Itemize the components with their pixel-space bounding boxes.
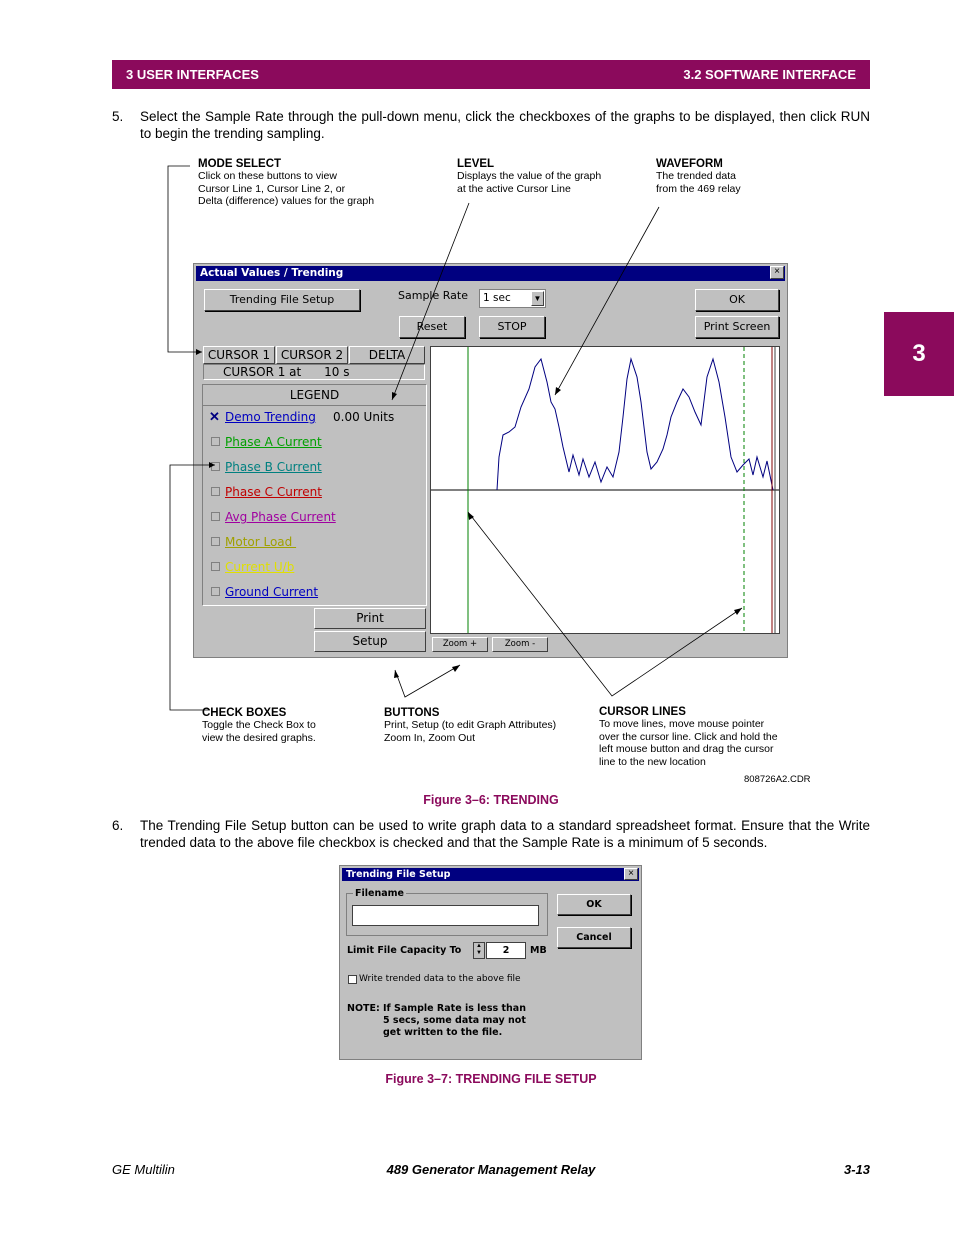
legend-item-phase-c[interactable]: Phase C Current: [225, 485, 322, 499]
limit-label: Limit File Capacity To: [347, 945, 462, 956]
level-value: 0.00 Units: [333, 410, 395, 424]
header-subsection: 3.2 SOFTWARE INTERFACE: [683, 67, 856, 82]
legend-item-demo-trending[interactable]: Demo Trending: [225, 410, 316, 424]
cursor-readout: CURSOR 1 at 10 s: [203, 364, 425, 380]
annotation-line: Click on these buttons to view: [198, 170, 337, 182]
legend-item-phase-a[interactable]: Phase A Current: [225, 435, 322, 449]
footer-company: GE Multilin: [112, 1162, 175, 1177]
annotation-line: Print, Setup (to edit Graph Attributes): [384, 719, 557, 731]
note-line: If Sample Rate is less than: [383, 1003, 526, 1014]
annotation-check-boxes: [202, 707, 362, 744]
annotation-line: line to the new location: [599, 755, 706, 768]
legend-item-current-ub[interactable]: Current U/b: [225, 560, 295, 574]
reset-button[interactable]: Reset: [399, 316, 465, 338]
trending-file-setup-button[interactable]: Trending File Setup: [204, 289, 360, 311]
write-checkbox[interactable]: [348, 975, 357, 984]
note-label: NOTE:: [347, 1003, 380, 1014]
annotation-line: view the desired graphs.: [202, 731, 316, 744]
chevron-down-icon[interactable]: ▼: [531, 291, 544, 306]
header-section: 3 USER INTERFACES: [126, 67, 259, 82]
annotation-title: CHECK BOXES: [202, 707, 287, 719]
stop-button[interactable]: STOP: [479, 316, 545, 338]
dialog-ok-button[interactable]: OK: [557, 894, 631, 915]
note-line: get written to the file.: [383, 1027, 503, 1038]
arrowhead: [392, 392, 397, 400]
annotation-line: from the 469 relay: [656, 182, 741, 195]
annotation-line: Zoom In, Zoom Out: [384, 731, 476, 744]
window-title: Actual Values / Trending: [196, 266, 785, 281]
annotation-buttons: [384, 707, 594, 744]
step-text: Select the Sample Rate through the pull-down menu, click the checkboxes of the graphs to be displayed, then click RUN to begin the trending sampling.: [140, 109, 870, 141]
delta-button[interactable]: DELTA: [349, 346, 425, 364]
leader-buttons: [395, 665, 460, 697]
annotation-line: over the cursor line. Click and hold the: [599, 730, 778, 743]
leader-cursor-lines: [468, 512, 742, 696]
zoom-out-button[interactable]: Zoom -: [492, 637, 548, 652]
note-text: [383, 1003, 526, 1039]
legend-item-avg-phase[interactable]: Avg Phase Current: [225, 510, 336, 524]
chapter-tab: 3: [884, 312, 954, 396]
close-icon[interactable]: ×: [624, 868, 638, 880]
print-button[interactable]: Print: [314, 608, 426, 629]
setup-button[interactable]: Setup: [314, 631, 426, 652]
print-screen-button[interactable]: Print Screen: [695, 316, 779, 338]
figure-caption: Figure 3–6: TRENDING: [423, 793, 559, 807]
annotation-line: Toggle the Check Box to: [202, 719, 316, 731]
arrowhead: [394, 670, 399, 678]
spinner-arrows-icon[interactable]: ▲ ▼: [473, 942, 485, 959]
annotation-title: BUTTONS: [384, 707, 440, 719]
step-6: [112, 817, 870, 853]
cursor2-button[interactable]: CURSOR 2: [276, 346, 348, 364]
note-line: 5 secs, some data may not: [383, 1015, 526, 1026]
annotation-line: The trended data: [656, 170, 736, 182]
arrowhead: [452, 665, 460, 672]
cursor1-button[interactable]: CURSOR 1: [203, 346, 275, 364]
annotation-line: Delta (difference) values for the graph: [198, 195, 375, 207]
write-checkbox-label[interactable]: Write trended data to the above file: [359, 974, 521, 984]
arrowhead: [209, 462, 215, 468]
annotation-title: MODE SELECT: [198, 158, 282, 170]
annotation-title: WAVEFORM: [656, 158, 723, 170]
arrowhead: [555, 387, 561, 395]
leader-check-boxes: [170, 465, 215, 710]
annotation-line: To move lines, move mouse pointer: [599, 718, 765, 730]
step-number: 5.: [112, 109, 124, 124]
leader-mode-select: [168, 166, 202, 352]
checked-icon[interactable]: ✕: [209, 409, 220, 424]
annotation-cursor-lines: [599, 706, 809, 768]
filename-input[interactable]: [352, 905, 539, 926]
drawing-code: 808726A2.CDR: [744, 774, 811, 785]
annotation-title: CURSOR LINES: [599, 706, 686, 718]
leader-waveform: [555, 207, 659, 395]
ok-button[interactable]: OK: [695, 289, 779, 311]
annotation-line: left mouse button and drag the cursor: [599, 743, 774, 755]
legend-item-motor-load[interactable]: Motor Load: [225, 535, 297, 549]
legend-title: LEGEND: [203, 385, 426, 406]
sample-rate-label: Sample Rate: [398, 289, 468, 302]
arrowhead: [734, 608, 742, 615]
legend-item-ground[interactable]: Ground Current: [225, 585, 319, 599]
annotation-line: Displays the value of the graph: [457, 170, 602, 182]
sample-rate-value: 1 sec: [483, 292, 511, 304]
step-text: The Trending File Setup button can be used to write graph data to a standard spreadsheet format. Ensure that the Write trended data to the above file checkbox is checked and that the Sample Rate is a minimum of 5 seconds.: [140, 818, 870, 850]
footer-title: 489 Generator Management Relay: [386, 1162, 596, 1177]
dialog-title: Trending File Setup: [342, 868, 639, 881]
arrowhead: [196, 349, 202, 355]
file-setup-dialog: [339, 865, 642, 1060]
figure-caption-2: Figure 3–7: TRENDING FILE SETUP: [385, 1072, 597, 1086]
dialog-cancel-button[interactable]: Cancel: [557, 927, 631, 948]
footer-page: 3-13: [843, 1162, 870, 1177]
legend-item-phase-b[interactable]: Phase B Current: [225, 460, 322, 474]
leader-level: [392, 203, 469, 400]
zoom-in-button[interactable]: Zoom +: [432, 637, 488, 652]
annotation-line: at the active Cursor Line: [457, 182, 571, 195]
annotation-title: LEVEL: [457, 158, 495, 170]
annotation-line: Cursor Line 1, Cursor Line 2, or: [198, 182, 346, 195]
filename-label: Filename: [355, 888, 404, 899]
close-icon[interactable]: ×: [770, 266, 784, 279]
limit-input[interactable]: 2: [486, 942, 526, 959]
limit-unit: MB: [530, 945, 547, 956]
step-number: 6.: [112, 818, 124, 833]
